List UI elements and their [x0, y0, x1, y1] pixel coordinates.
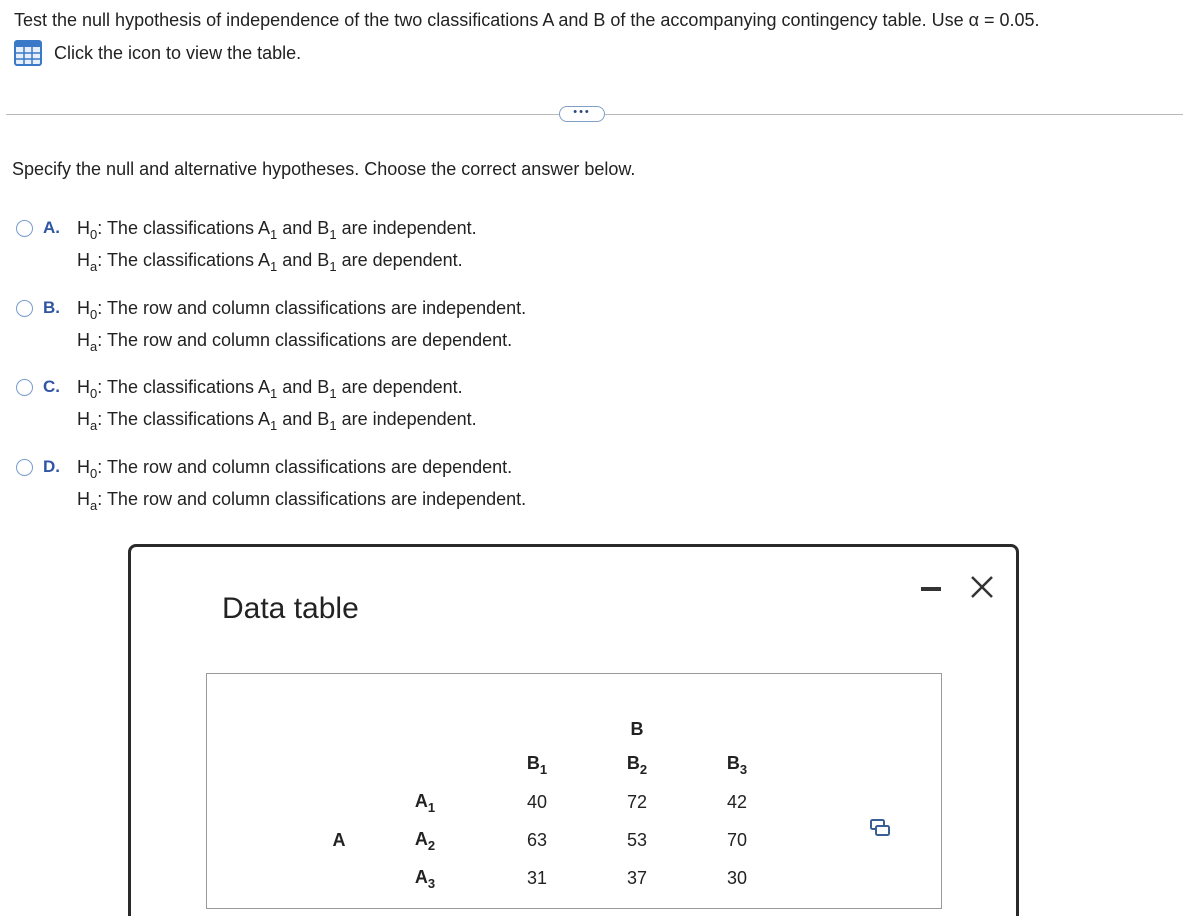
null-hypothesis: $H_0$: The classifications $A_1$ and $B_1$ are dependent.	[77, 377, 463, 401]
option-c[interactable]	[16, 376, 716, 440]
table-cell: 30	[726, 868, 748, 888]
alternative-hypothesis: $H_a$: The row and column classifications are independent.	[77, 489, 527, 513]
column-header: $B_1$	[526, 753, 548, 777]
data-table-dialog	[128, 544, 1019, 916]
contingency-table	[206, 673, 942, 909]
view-table-link[interactable]	[14, 40, 301, 66]
null-hypothesis: $H_0$: The row and column classifications are dependent.	[77, 457, 513, 481]
row-header: $A_1$	[414, 791, 436, 815]
column-header: $B_3$	[726, 753, 748, 777]
null-hypothesis: $H_0$: The classifications $A_1$ and $B_1$ are independent.	[77, 218, 477, 242]
option-letter: C.	[43, 377, 60, 396]
option-d[interactable]	[16, 456, 716, 520]
option-letter: B.	[43, 298, 60, 317]
radio-button[interactable]	[16, 300, 33, 317]
option-letter: A.	[43, 218, 60, 237]
table-grid-icon[interactable]	[14, 40, 42, 66]
radio-button[interactable]	[16, 220, 33, 237]
question-text: Test the null hypothesis of independence of the two classifications A and B of the accompanying contingency table. Use α = 0.05.	[14, 10, 1040, 30]
dialog-title: Data table	[222, 592, 359, 625]
table-cell: 53	[626, 830, 648, 850]
copy-icon[interactable]	[869, 818, 891, 838]
table-cell: 31	[526, 868, 548, 888]
table-cell: 72	[626, 792, 648, 812]
row-header: $A_3$	[414, 867, 436, 891]
radio-button[interactable]	[16, 379, 33, 396]
table-cell: 37	[626, 868, 648, 888]
column-header: $B_2$	[626, 753, 648, 777]
table-cell: 70	[726, 830, 748, 850]
alternative-hypothesis: $H_a$: The row and column classifications are dependent.	[77, 330, 513, 354]
option-letter: D.	[43, 457, 60, 476]
option-a[interactable]	[16, 217, 716, 281]
close-icon[interactable]	[967, 572, 997, 602]
alternative-hypothesis: $H_a$: The classifications $A_1$ and $B_1$ are dependent.	[77, 250, 463, 274]
column-group-header: B	[630, 719, 644, 739]
view-table-label[interactable]: Click the icon to view the table.	[54, 43, 302, 63]
option-b[interactable]	[16, 297, 716, 361]
minimize-icon[interactable]	[918, 574, 944, 600]
alternative-hypothesis: $H_a$: The classifications $A_1$ and $B_1$ are independent.	[77, 409, 477, 433]
expand-more-button[interactable]: •••	[559, 106, 605, 122]
table-cell: 40	[526, 792, 548, 812]
table-cell: 42	[726, 792, 748, 812]
row-header: $A_2$	[414, 829, 436, 853]
row-group-header: A	[332, 830, 346, 850]
radio-button[interactable]	[16, 459, 33, 476]
null-hypothesis: $H_0$: The row and column classifications are independent.	[77, 298, 527, 322]
prompt-text: Specify the null and alternative hypotheses. Choose the correct answer below.	[12, 159, 636, 179]
table-cell: 63	[526, 830, 548, 850]
